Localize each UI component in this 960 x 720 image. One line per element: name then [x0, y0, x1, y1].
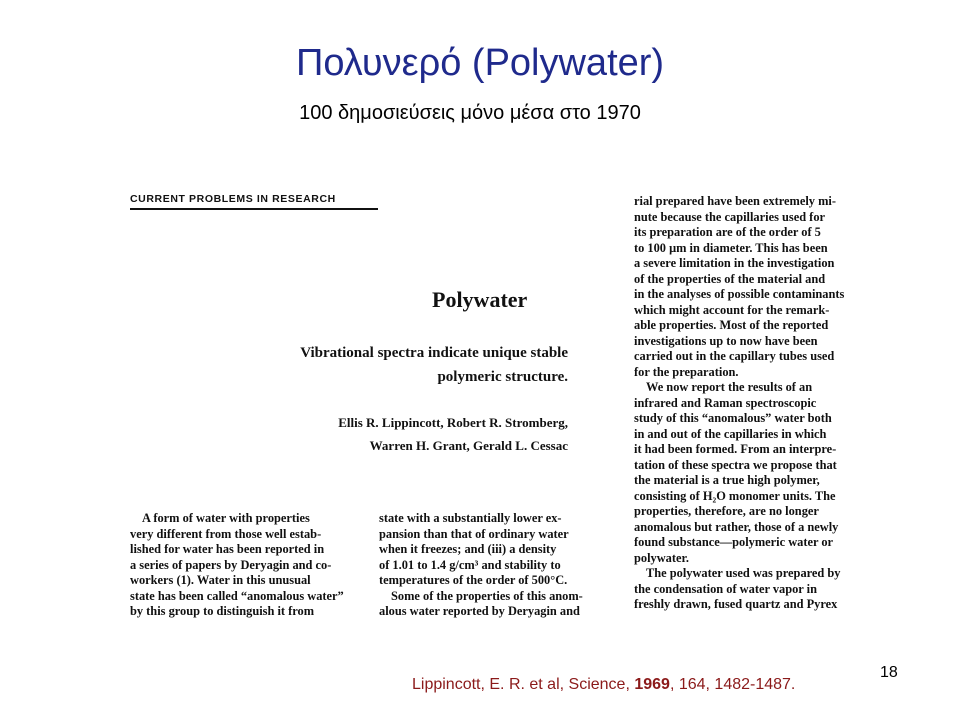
- author-line: Ellis R. Lippincott, Robert R. Stromberg,: [338, 415, 568, 430]
- section-rule: [130, 208, 378, 210]
- article-text-line: of the properties of the material and: [634, 271, 826, 286]
- article-column-1: [130, 511, 368, 620]
- citation-suffix: , 164, 1482-1487.: [669, 676, 796, 693]
- article-text-line: consisting of H₂O monomer units. The: [634, 488, 836, 503]
- tagline-line: Vibrational spectra indicate unique stable: [300, 345, 568, 361]
- article-text-line: state has been called “anomalous water”: [130, 588, 344, 603]
- article-text-line: by this group to distinguish it from: [130, 604, 315, 618]
- article-text-line: which might account for the remark-: [634, 302, 830, 317]
- article-text-line: nute because the capillaries used for: [634, 209, 826, 224]
- article-column-2: [379, 511, 623, 620]
- citation-year: 1969: [634, 676, 670, 693]
- article-text-line: its preparation are of the order of 5: [634, 225, 821, 239]
- article-text-line: temperatures of the order of 500°C.: [379, 573, 568, 587]
- article-text-line: very different from those well estab-: [130, 526, 322, 541]
- article-title: Polywater: [432, 287, 528, 312]
- article-text-line: for the preparation.: [634, 364, 739, 379]
- article-text-line: investigations up to now have been: [634, 333, 818, 348]
- article-text-line: study of this “anomalous” water both: [634, 411, 832, 425]
- slide-title: Πολυνερό (Polywater): [295, 42, 665, 84]
- page-number: 18: [880, 664, 898, 681]
- article-text-line: lished for water has been reported in: [130, 542, 325, 556]
- article-text-line: when it freezes; and (iii) a density: [379, 542, 557, 556]
- article-text-line: to 100 μm in diameter. This has been: [634, 240, 828, 255]
- article-text-line: state with a substantially lower ex-: [379, 511, 562, 525]
- article-tagline: [202, 341, 568, 389]
- article-text-line: A form of water with properties: [142, 511, 310, 525]
- article-text-line: workers (1). Water in this unusual: [130, 573, 311, 587]
- article-text-line: rial prepared have been extremely mi-: [634, 194, 836, 208]
- article-text-line: found substance—polymeric water or: [634, 535, 834, 549]
- article-text-line: the material is a true high polymer,: [634, 473, 820, 487]
- article-text-line: polywater.: [634, 550, 689, 565]
- article-text-line: pansion than that of ordinary water: [379, 526, 569, 541]
- article-text-line: in and out of the capillaries in which: [634, 426, 827, 441]
- article-text-line: infrared and Raman spectroscopic: [634, 395, 817, 410]
- article-scan: [122, 185, 880, 630]
- article-text-line: We now report the results of an: [646, 380, 813, 394]
- article-text-line: able properties. Most of the reported: [634, 318, 829, 332]
- citation: [412, 676, 795, 694]
- article-text-line: The polywater used was prepared by: [646, 566, 841, 580]
- citation-prefix: Lippincott, E. R. et al, Science,: [412, 676, 635, 693]
- article-text-line: a series of papers by Deryagin and co-: [130, 557, 332, 572]
- article-text-line: freshly drawn, fused quartz and Pyrex: [634, 597, 838, 611]
- article-text-line: the condensation of water vapor in: [634, 581, 817, 596]
- section-header: CURRENT PROBLEMS IN RESEARCH: [130, 193, 336, 205]
- article-text-line: of 1.01 to 1.4 g/cm³ and stability to: [379, 557, 561, 572]
- tagline-line: polymeric structure.: [437, 369, 568, 385]
- article-text-line: alous water reported by Deryagin and: [379, 604, 580, 618]
- article-text-line: carried out in the capillary tubes used: [634, 349, 835, 363]
- author-line: Warren H. Grant, Gerald L. Cessac: [369, 438, 568, 453]
- article-text-line: tation of these spectra we propose that: [634, 457, 837, 472]
- article-text-line: anomalous but rather, those of a newly: [634, 519, 839, 534]
- article-text-line: in the analyses of possible contaminants: [634, 287, 845, 301]
- slide-subtitle: 100 δημοσιεύσεις μόνο μέσα στο 1970: [299, 102, 641, 124]
- article-text-line: properties, therefore, are no longer: [634, 504, 819, 518]
- article-column-3: [634, 194, 874, 613]
- article-text-line: a severe limitation in the investigation: [634, 256, 835, 270]
- article-authors: [202, 411, 568, 457]
- article-text-line: Some of the properties of this anom-: [391, 588, 583, 603]
- article-text-line: it had been formed. From an interpre-: [634, 442, 837, 456]
